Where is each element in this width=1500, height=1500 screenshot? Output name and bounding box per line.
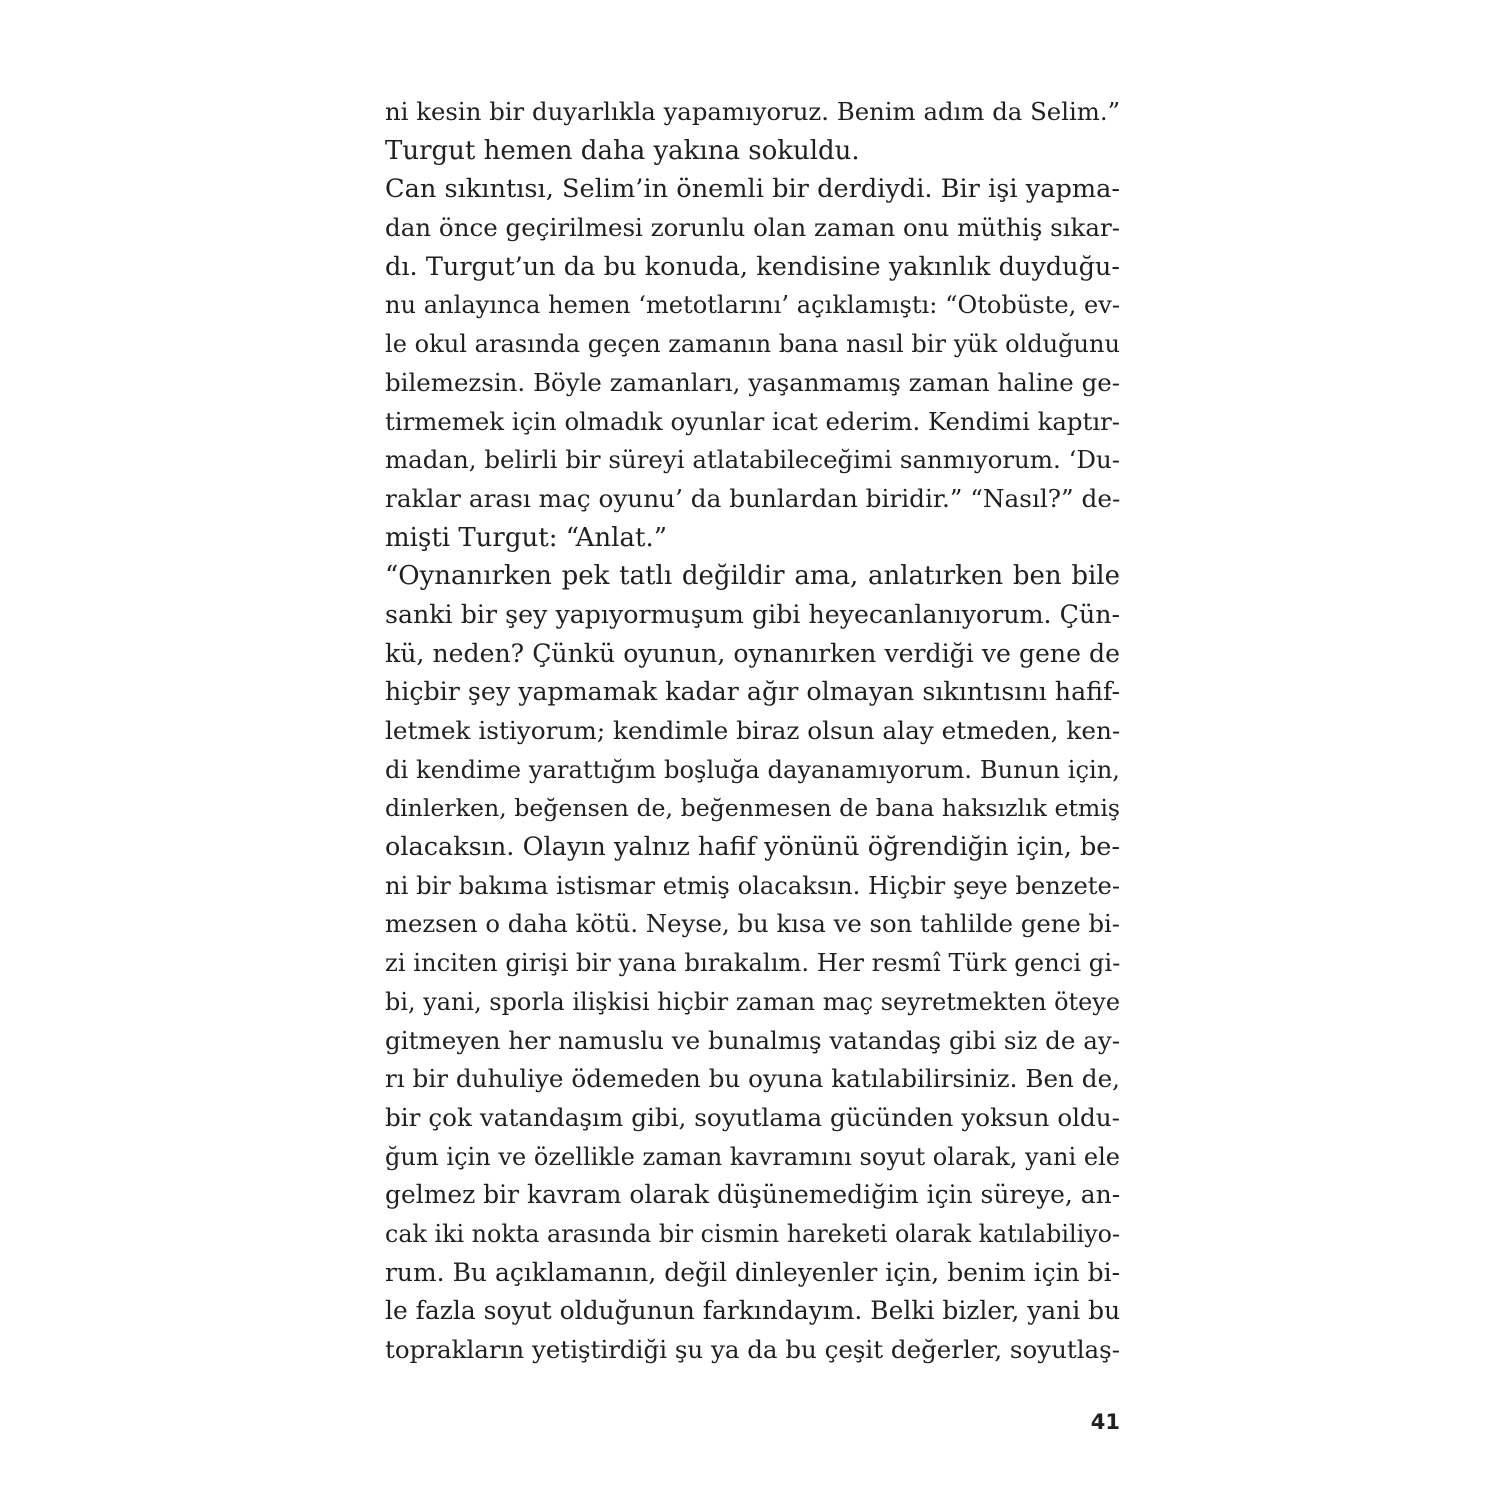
text-line: ni bir bakıma istismar etmiş olacaksın. Hiçbir şeye benzete- [385,871,1120,900]
text-line: zi inciten girişi bir yana bırakalım. Her resmî Türk genci gi- [385,948,1121,978]
text-line: olacaksın. Olayın yalnız hafif yönünü öğrendiğin için, be- [385,832,1120,863]
text-line: dinlerken, beğensen de, beğenmesen de bana haksızlık etmiş [385,794,1120,823]
text-line: tirmemek için olmadık oyunlar icat ederim. Kendimi kaptır- [385,406,1120,436]
text-line: hiçbir şey yapmamak kadar ağır olmayan sıkıntısını hafif- [385,677,1120,707]
text-line: toprakların yetiştirdiği şu ya da bu çeşit değerler, soyutlaş- [385,1335,1120,1364]
text-line: le okul arasında geçen zamanın bana nasıl bir yük olduğunu [385,330,1120,359]
text-line: “Oynanırken pek tatlı değildir ama, anlatırken ben bile [385,561,1120,592]
text-line: sanki bir şey yapıyormuşum gibi heyecanlanıyorum. Çün- [385,599,1120,629]
text-line: rı bir duhuliye ödemeden bu oyuna katılabilirsiniz. Ben de, [385,1064,1120,1094]
text-line: bilemezsin. Böyle zamanları, yaşanmamış zaman haline ge- [385,367,1120,397]
text-line: kü, neden? Çünkü oyunun, oynanırken verdiği ve gene de [385,638,1120,668]
text-line: nu anlayınca hemen ‘metotlarını’ açıklamıştı: “Otobüste, ev- [385,291,1120,320]
text-line: bir çok vatandaşım gibi, soyutlama gücünden yoksun oldu- [385,1102,1120,1132]
text-line: rum. Bu açıklamanın, değil dinleyenler için, benim için bi- [385,1257,1120,1287]
page-number: 41 [1090,1410,1120,1434]
text-line: mişti Turgut: “Anlat.” [385,522,668,553]
text-line: le fazla soyut olduğunun farkındayım. Belki bizler, yani bu [385,1296,1121,1326]
text-line: Turgut hemen daha yakına sokuldu. [385,135,860,166]
text-line: madan, belirli bir süreyi atlatabileceğimi sanmıyorum. ‘Du- [385,445,1120,475]
text-line: di kendime yarattığım boşluğa dayanamıyorum. Bunun için, [385,755,1120,784]
text-line: dı. Turgut’un da bu konuda, kendisine yakınlık duyduğu- [385,251,1120,282]
text-line: gelmez bir kavram olarak düşünemediğim için süreye, an- [385,1180,1121,1210]
text-line: mezsen o daha kötü. Neyse, bu kısa ve son tahlilde gene bi- [385,909,1120,939]
body-text [385,93,1120,1370]
text-line: cak iki nokta arasında bir cismin hareketi olarak katılabiliyo- [385,1219,1120,1248]
text-line: ni kesin bir duyarlıkla yapamıyoruz. Benim adım da Selim.” [385,97,1120,126]
text-line: letmek istiyorum; kendimle biraz olsun alay etmeden, ken- [385,716,1121,745]
text-line: bi, yani, sporla ilişkisi hiçbir zaman maç seyretmekten öteye [385,987,1120,1016]
text-line: raklar arası maç oyunu’ da bunlardan biridir.” “Nasıl?” de- [385,483,1121,513]
text-line: dan önce geçirilmesi zorunlu olan zaman onu müthiş sıkar- [385,213,1120,243]
text-line: Can sıkıntısı, Selim’in önemli bir derdiydi. Bir işi yapma- [385,174,1120,205]
text-line: ğum için ve özellikle zaman kavramını soyut olarak, yani ele [385,1142,1120,1171]
text-line: gitmeyen her namuslu ve bunalmış vatandaş gibi siz de ay- [385,1025,1120,1055]
